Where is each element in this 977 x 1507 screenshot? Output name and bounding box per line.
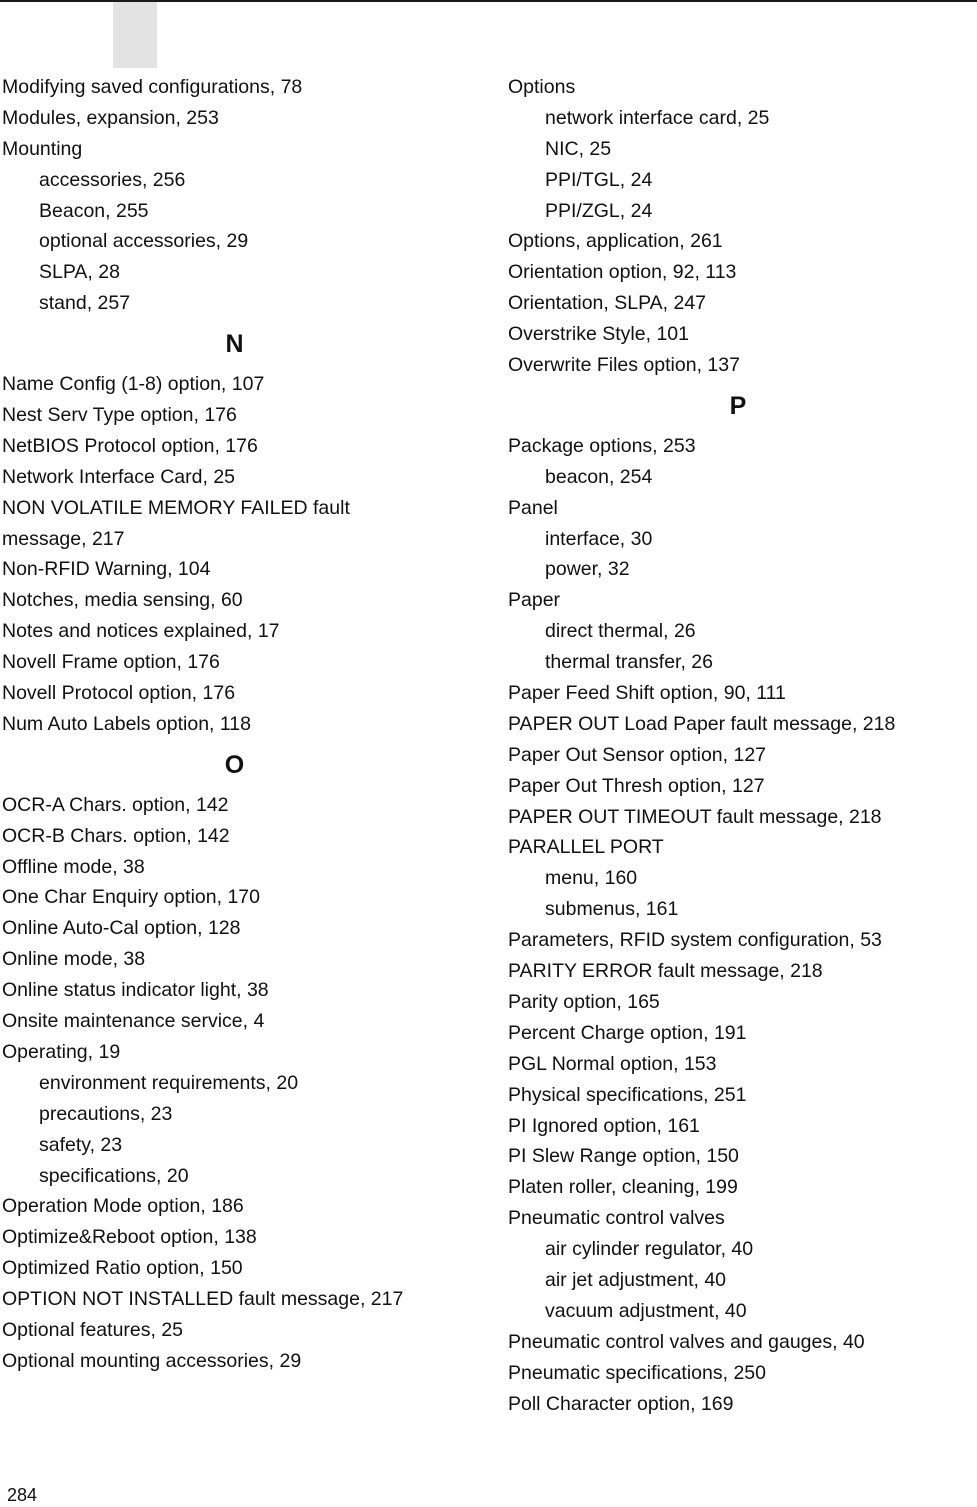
index-subentry: SLPA, 28 xyxy=(39,261,120,284)
index-entry: Operating, 19 xyxy=(2,1040,121,1063)
index-entry: PI Ignored option, 161 xyxy=(508,1114,700,1137)
index-subentry: PPI/TGL, 24 xyxy=(545,168,653,191)
index-entry: NetBIOS Protocol option, 176 xyxy=(2,434,258,457)
index-entry: NON VOLATILE MEMORY FAILED fault xyxy=(2,496,350,519)
index-entry: PGL Normal option, 153 xyxy=(508,1052,717,1075)
index-entry: Parameters, RFID system configuration, 53 xyxy=(508,929,882,952)
section-tab-marker xyxy=(113,2,157,68)
index-subentry: specifications, 20 xyxy=(39,1164,189,1187)
index-column-right xyxy=(508,72,968,1419)
index-entry: Orientation option, 92, 113 xyxy=(508,261,737,284)
index-entry: Paper xyxy=(508,589,561,612)
index-subentry: vacuum adjustment, 40 xyxy=(545,1299,747,1322)
index-subentry: thermal transfer, 26 xyxy=(545,651,713,674)
index-column-left xyxy=(2,72,467,1377)
index-entry: Onsite maintenance service, 4 xyxy=(2,1010,265,1033)
index-entry: OCR-B Chars. option, 142 xyxy=(2,824,230,847)
index-entry: Optimize&Reboot option, 138 xyxy=(2,1226,257,1249)
index-entry: Orientation, SLPA, 247 xyxy=(508,292,707,315)
index-entry: Online mode, 38 xyxy=(2,948,146,971)
index-entry: PARALLEL PORT xyxy=(508,836,664,859)
index-entry: PAPER OUT Load Paper fault message, 218 xyxy=(508,712,896,735)
index-subentry: submenus, 161 xyxy=(545,898,679,921)
index-subentry: PPI/ZGL, 24 xyxy=(545,199,653,222)
index-subentry: Beacon, 255 xyxy=(39,199,149,222)
index-subentry: stand, 257 xyxy=(39,292,131,315)
index-entry: Offline mode, 38 xyxy=(2,855,145,878)
index-entry: Network Interface Card, 25 xyxy=(2,465,236,488)
index-subentry: direct thermal, 26 xyxy=(545,620,696,643)
section-letter-heading: O xyxy=(224,750,245,779)
index-entry: OCR-A Chars. option, 142 xyxy=(2,793,229,816)
index-entry: Online Auto-Cal option, 128 xyxy=(2,917,241,940)
index-entry: Pneumatic specifications, 250 xyxy=(508,1361,766,1384)
index-subentry: air jet adjustment, 40 xyxy=(545,1268,727,1291)
index-entry: Optional mounting accessories, 29 xyxy=(2,1349,302,1372)
section-letter-heading: P xyxy=(729,391,747,420)
index-subentry: air cylinder regulator, 40 xyxy=(545,1238,754,1261)
index-entry: Platen roller, cleaning, 199 xyxy=(508,1176,738,1199)
index-entry: Novell Protocol option, 176 xyxy=(2,682,236,705)
index-entry: Paper Out Sensor option, 127 xyxy=(508,743,767,766)
index-entry: Paper Feed Shift option, 90, 111 xyxy=(508,682,786,705)
index-entry: PI Slew Range option, 150 xyxy=(508,1145,739,1168)
index-subentry: menu, 160 xyxy=(545,867,638,890)
index-entry: PARITY ERROR fault message, 218 xyxy=(508,960,823,983)
index-entry: Panel xyxy=(508,496,558,519)
page-number: 284 xyxy=(7,1485,38,1505)
index-entry: Pneumatic control valves xyxy=(508,1207,725,1230)
index-entry: Mounting xyxy=(2,137,83,160)
index-subentry: optional accessories, 29 xyxy=(39,230,249,253)
index-entry: Options, application, 261 xyxy=(508,230,723,253)
index-subentry: environment requirements, 20 xyxy=(39,1071,299,1094)
index-entry: Non-RFID Warning, 104 xyxy=(2,558,211,581)
index-entry: Optimized Ratio option, 150 xyxy=(2,1257,243,1280)
index-entry: Overstrike Style, 101 xyxy=(508,323,689,346)
index-entry: message, 217 xyxy=(2,527,125,550)
index-entry: Pneumatic control valves and gauges, 40 xyxy=(508,1330,865,1353)
index-entry: Modifying saved configurations, 78 xyxy=(2,76,303,98)
index-subentry: NIC, 25 xyxy=(545,137,612,160)
index-entry: Overwrite Files option, 137 xyxy=(508,354,740,377)
index-entry: OPTION NOT INSTALLED fault message, 217 xyxy=(2,1288,404,1311)
index-subentry: accessories, 256 xyxy=(39,168,186,191)
index-entry: Physical specifications, 251 xyxy=(508,1083,747,1106)
index-subentry: beacon, 254 xyxy=(545,465,653,488)
index-subentry: interface, 30 xyxy=(545,527,653,550)
index-entry: Nest Serv Type option, 176 xyxy=(2,404,237,427)
index-subentry: network interface card, 25 xyxy=(545,106,770,129)
index-entry: Percent Charge option, 191 xyxy=(508,1021,747,1044)
index-entry: Num Auto Labels option, 118 xyxy=(2,712,251,735)
index-entry: Poll Character option, 169 xyxy=(508,1392,734,1415)
index-entry: Notches, media sensing, 60 xyxy=(2,589,243,612)
index-entry: Package options, 253 xyxy=(508,434,696,457)
index-entry: Online status indicator light, 38 xyxy=(2,979,269,1002)
index-entry: PAPER OUT TIMEOUT fault message, 218 xyxy=(508,805,882,828)
index-entry: Name Config (1-8) option, 107 xyxy=(2,373,265,396)
index-entry: Optional features, 25 xyxy=(2,1318,184,1341)
index-entry: Options xyxy=(508,76,576,98)
index-entry: Modules, expansion, 253 xyxy=(2,106,219,129)
index-entry: Parity option, 165 xyxy=(508,990,660,1013)
index-subentry: safety, 23 xyxy=(39,1133,123,1156)
index-subentry: power, 32 xyxy=(545,558,630,581)
index-entry: Operation Mode option, 186 xyxy=(2,1195,244,1218)
index-entry: One Char Enquiry option, 170 xyxy=(2,886,260,909)
index-subentry: precautions, 23 xyxy=(39,1102,173,1125)
index-entry: Paper Out Thresh option, 127 xyxy=(508,774,765,797)
index-entry: Notes and notices explained, 17 xyxy=(2,620,280,643)
index-entry: Novell Frame option, 176 xyxy=(2,651,220,674)
section-letter-heading: N xyxy=(225,330,244,359)
